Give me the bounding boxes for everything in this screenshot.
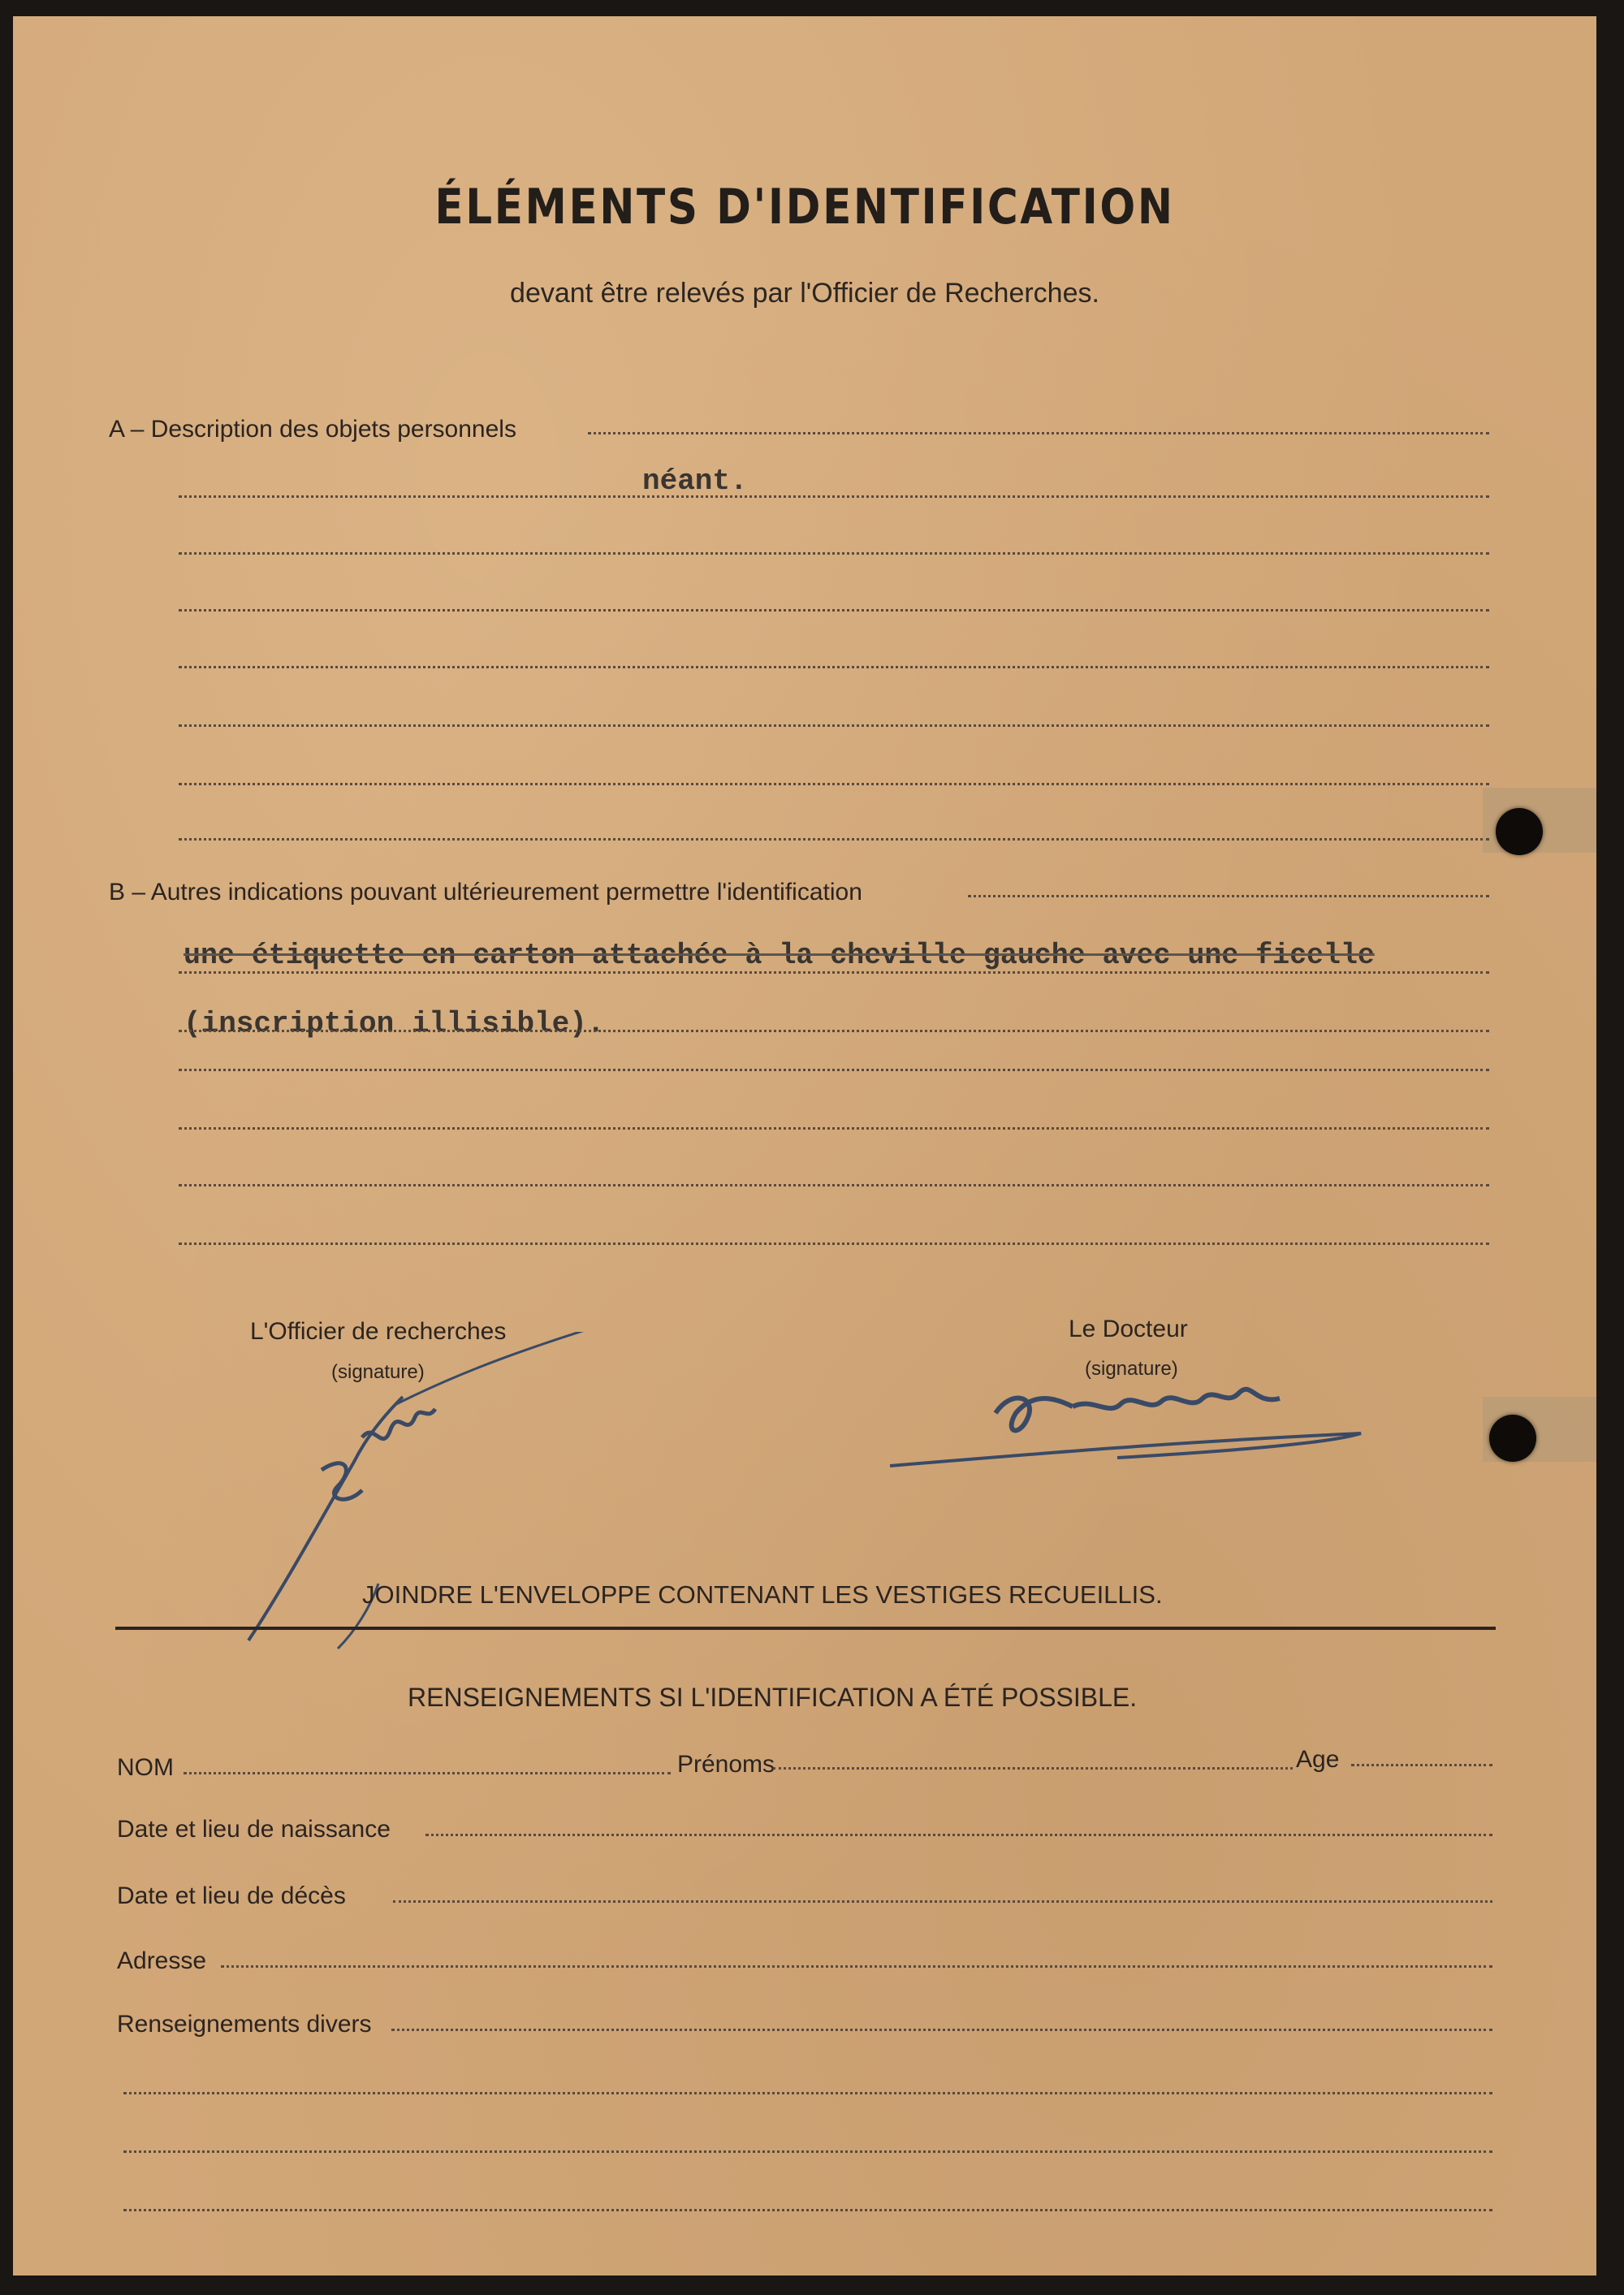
section-a-line-7 xyxy=(179,783,1489,785)
divers-line-1 xyxy=(391,2029,1492,2031)
section-a-line-3 xyxy=(179,552,1489,555)
section-a-label: A – Description des objets personnels xyxy=(109,416,516,443)
punch-hole-lower xyxy=(1489,1415,1536,1462)
section-b-label: B – Autres indications pouvant ultérieurement permettre l'identification xyxy=(109,879,862,905)
section-a-line-2 xyxy=(179,495,1489,498)
prenoms-label: Prénoms xyxy=(677,1751,775,1778)
naissance-line xyxy=(425,1834,1492,1836)
section-b-line-1 xyxy=(968,895,1489,897)
doctor-signature-sub: (signature) xyxy=(1085,1358,1178,1380)
form-sheet xyxy=(13,16,1596,2276)
officer-signature-sub: (signature) xyxy=(331,1361,425,1383)
adresse-line xyxy=(221,1965,1492,1968)
section-a-line-5 xyxy=(179,666,1489,668)
section-b-typed-line-1: une étiquette en carton attachée à la cheville gauche avec une ficelle xyxy=(184,939,1375,972)
doctor-signature-scribble xyxy=(874,1356,1393,1502)
nom-line xyxy=(184,1772,671,1774)
section-b-line-7 xyxy=(179,1243,1489,1245)
naissance-label: Date et lieu de naissance xyxy=(117,1816,391,1843)
adresse-label: Adresse xyxy=(117,1947,207,1974)
deces-line xyxy=(393,1900,1492,1903)
section-a-line-6 xyxy=(179,724,1489,727)
section-b-typed-line-2: (inscription illisible). xyxy=(184,1007,605,1040)
section-b-line-3 xyxy=(179,1030,1489,1032)
envelope-note: JOINDRE L'ENVELOPPE CONTENANT LES VESTIGES RECUEILLIS. xyxy=(362,1580,1163,1609)
divers-label: Renseignements divers xyxy=(117,2011,372,2038)
section-a-line-4 xyxy=(179,609,1489,612)
divers-line-4 xyxy=(123,2209,1492,2211)
age-line xyxy=(1351,1764,1492,1766)
form-title: ÉLÉMENTS D'IDENTIFICATION xyxy=(434,179,1175,236)
prenoms-line xyxy=(773,1767,1293,1770)
divers-line-2 xyxy=(123,2092,1492,2094)
nom-label: NOM xyxy=(117,1754,174,1781)
deces-label: Date et lieu de décès xyxy=(117,1882,346,1909)
section-a-line-8 xyxy=(179,838,1489,841)
officer-signature-label: L'Officier de recherches xyxy=(250,1318,507,1345)
info-heading: RENSEIGNEMENTS SI L'IDENTIFICATION A ÉTÉ POSSIBLE. xyxy=(408,1683,1138,1712)
section-b-line-4 xyxy=(179,1069,1489,1071)
punch-hole-upper xyxy=(1496,808,1543,855)
section-b-line-6 xyxy=(179,1184,1489,1186)
doctor-signature-label: Le Docteur xyxy=(1069,1316,1188,1342)
form-subtitle: devant être relevés par l'Officier de Recherches. xyxy=(510,278,1099,309)
divers-line-3 xyxy=(123,2150,1492,2153)
section-b-line-5 xyxy=(179,1127,1489,1130)
section-b-line-2 xyxy=(179,971,1489,974)
section-a-typed-value: néant. xyxy=(642,465,748,498)
section-divider xyxy=(115,1627,1496,1630)
section-a-line-1 xyxy=(588,432,1489,434)
age-label: Age xyxy=(1296,1746,1340,1773)
